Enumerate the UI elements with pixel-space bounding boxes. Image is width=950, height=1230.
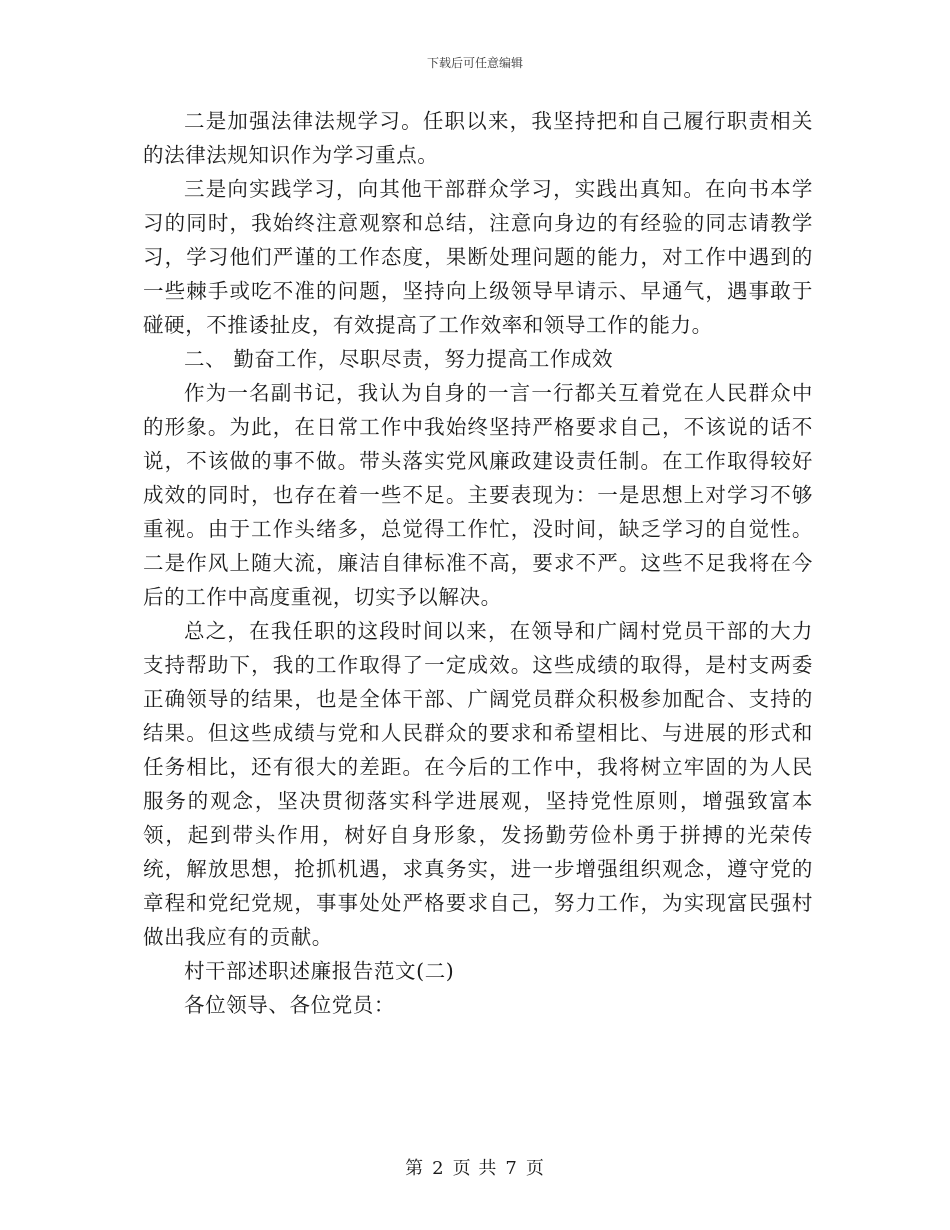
paragraph: 三是向实践学习，向其他干部群众学习，实践出真知。在向书本学习的同时，我始终注意观察和总结，注意向身边的有经验的同志请教学习，学习他们严谨的工作态度，果断处理问题的能力，对工作中遇到的一些棘手或吃不准的问题，坚持向上级领导早请示、早通气，遇事敢于碰硬，不推诿扯皮，有效提高了工作效率和领导工作的能力。 [143, 177, 813, 337]
footer-middle: 页 共 [452, 1158, 498, 1179]
paragraph: 总之，在我任职的这段时间以来，在领导和广阔村党员干部的大力支持帮助下，我的工作取得了一定成效。这些成绩的取得，是村支两委正确领导的结果，也是全体干部、广阔党员群众积极参加配合、支持的结果。但这些成绩与党和人民群众的要求和希望相比、与进展的形式和任务相比，还有很大的差距。在今后的工作中，我将树立牢固的为人民服务的观念，坚决贯彻落实科学进展观，坚持党性原则，增强致富本领，起到带头作用，树好自身形象，发扬勤劳俭朴勇于拼搏的光荣传统，解放思想，抢抓机遇，求真务实，进一步增强组织观念，遵守党的章程和党纪党规，事事处处严格要求自己，努力工作，为实现富民强村做出我应有的贡献。 [143, 619, 813, 949]
document-title: 村干部述职述廉报告范文(二) [184, 959, 455, 983]
footer-prefix: 第 [405, 1158, 425, 1179]
salutation: 各位领导、各位党员： [184, 993, 395, 1017]
footer-suffix: 页 [525, 1158, 545, 1179]
section-heading: 二、 勤奋工作，尽职尽责，努力提高工作成效 [184, 347, 614, 371]
paragraph: 二是加强法律法规学习。任职以来，我坚持把和自己履行职责相关的法律法规知识作为学习重点。 [143, 109, 813, 167]
document-body [143, 104, 813, 1022]
total-pages: 7 [505, 1158, 518, 1179]
page-number-footer [0, 1154, 950, 1180]
header-note: 下载后可任意编辑 [426, 56, 523, 70]
paragraph: 作为一名副书记，我认为自身的一言一行都关互着党在人民群众中的形象。为此，在日常工作中我始终坚持严格要求自己，不该说的话不说，不该做的事不做。带头落实党风廉政建设责任制。在工作取得较好成效的同时，也存在着一些不足。主要表现为：一是思想上对学习不够重视。由于工作头绪多，总觉得工作忙，没时间，缺乏学习的自觉性。二是作风上随大流，廉洁自律标准不高，要求不严。这些不足我将在今后的工作中高度重视，切实予以解决。 [143, 381, 813, 609]
current-page: 2 [432, 1158, 445, 1179]
